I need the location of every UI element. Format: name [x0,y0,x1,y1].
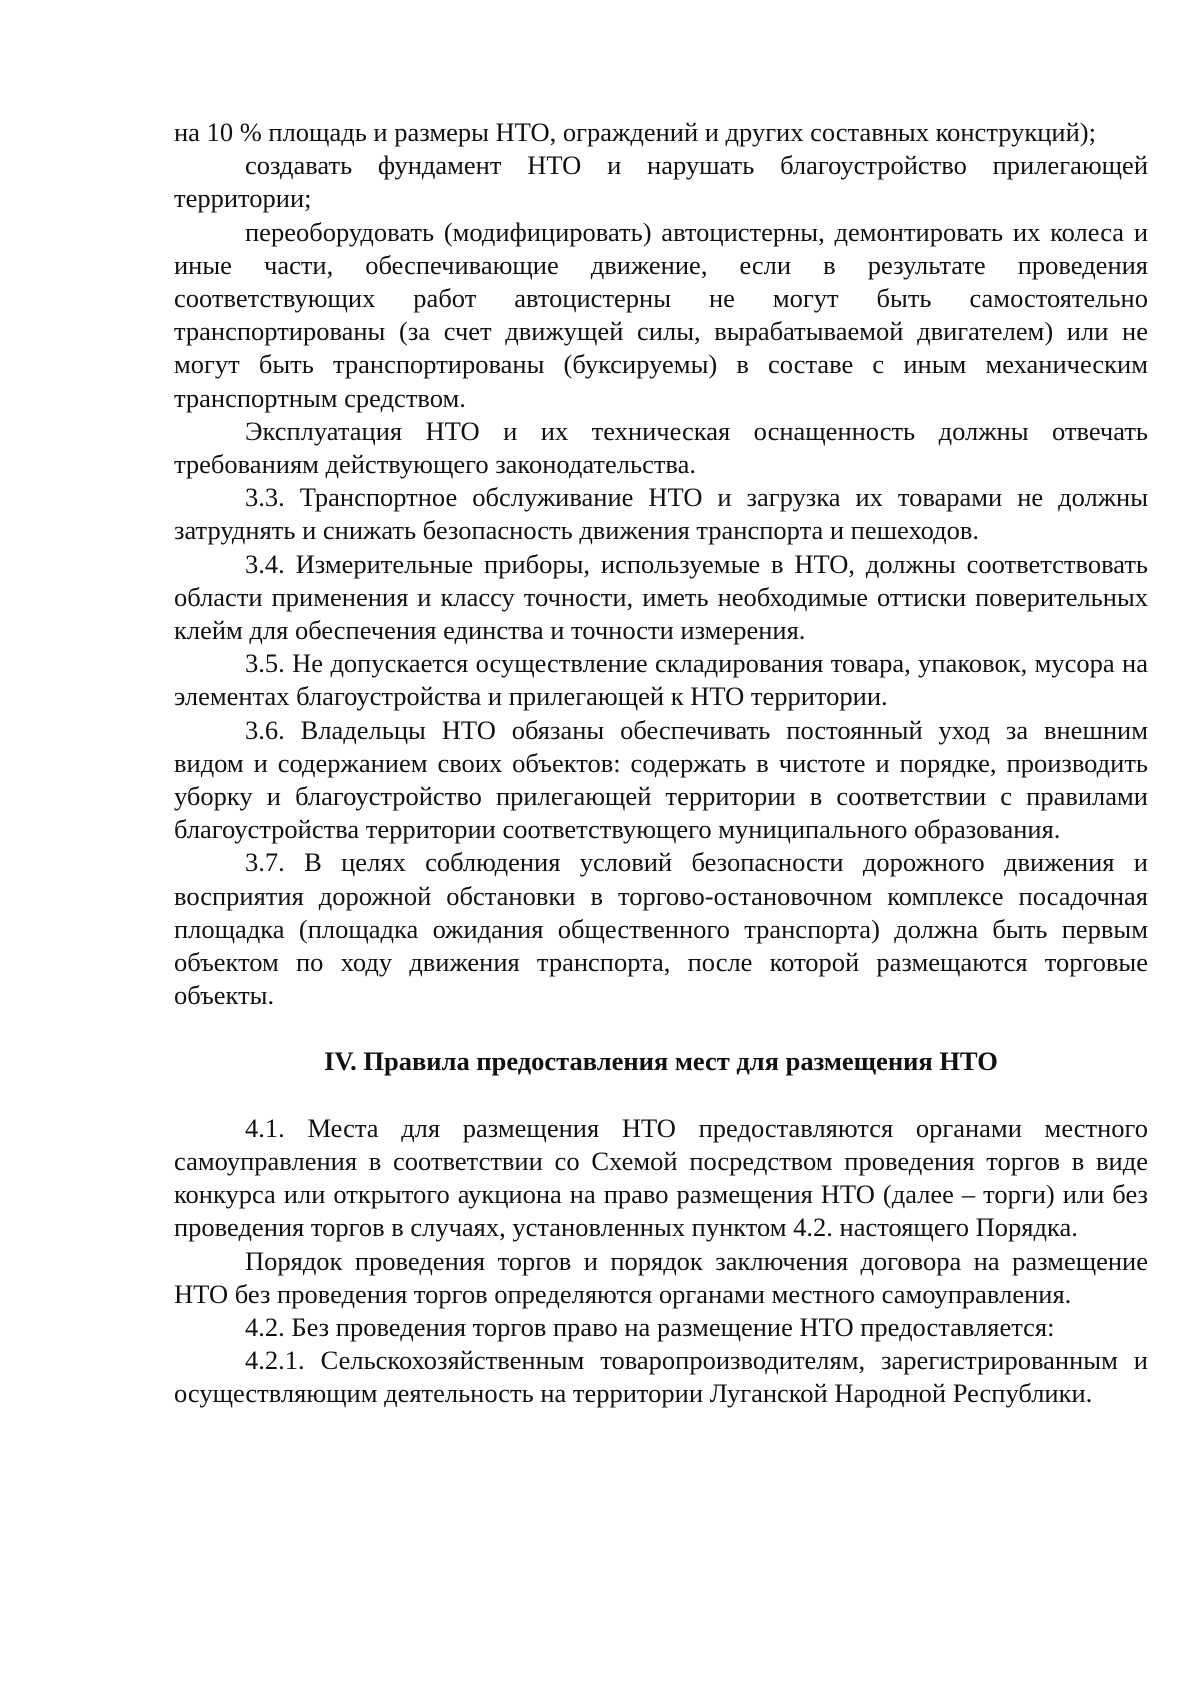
paragraph-item-continuation: на 10 % площадь и размеры НТО, ограждений и других составных конструкций); [174,117,1096,147]
paragraph-3-7: 3.7. В целях соблюдения условий безопасности дорожного движения и восприятия дорожной обстановки в торгово-остановочном комплексе посадочная площадка (площадка ожидания общественного транспорта) должна быть первым объектом по ходу движения транспорта, после которой размещаются торговые объекты. [174,847,1148,1011]
paragraph-4-2: 4.2. Без проведения торгов право на размещение НТО предоставляется: [245,1311,1055,1342]
paragraph-3-5: 3.5. Не допускается осуществление складирования товара, упаковок, мусора на элементах благоустройства и прилегающей к НТО территории. [174,648,1148,712]
paragraph-4-1: 4.1. Места для размещения НТО предоставляются органами местного самоуправления в соответствии со Схемой посредством проведения торгов в виде конкурса или открытого аукциона на право размещения НТО (далее – торги) или без проведения торгов в случаях, установленных пунктом 4.2. настоящего Порядка. [174,1112,1148,1243]
paragraph-item-tankers: переоборудовать (модифицировать) автоцистерны, демонтировать их колеса и иные части, обеспечивающие движение, если в результате проведения соответствующих работ автоцистерны не могут быть самостоятельно транспортированы (за счет движущей силы, вырабатываемой двигателем) или не могут быть транспортированы (буксируемы) в составе с иным механическим транспортным средством. [174,216,1148,413]
paragraph-operation: Эксплуатация НТО и их техническая оснащенность должны отвечать требованиям действующего законодательства. [174,415,1148,480]
paragraph-item-foundation: создавать фундамент НТО и нарушать благоустройство прилегающей территории; [174,150,1148,214]
section-heading: IV. Правила предоставления мест для размещения НТО [324,1046,998,1077]
document-body [174,116,1148,1411]
paragraph-3-4: 3.4. Измерительные приборы, используемые в НТО, должны соответствовать области применения и классу точности, иметь необходимые оттиски поверительных клейм для обеспечения единства и точности измерения. [174,548,1148,646]
paragraph-4-2-1: 4.2.1. Сельскохозяйственным товаропроизводителям, зарегистрированным и осуществляющим деятельность на территории Луганской Народной Республики. [174,1345,1148,1409]
paragraph-tender-procedure: Порядок проведения торгов и порядок заключения договора на размещение НТО без проведения торгов определяются органами местного самоуправления. [174,1245,1148,1309]
paragraph-3-3: 3.3. Транспортное обслуживание НТО и загрузка их товарами не должны затруднять и снижать безопасность движения транспорта и пешеходов. [174,482,1148,546]
paragraph-3-6: 3.6. Владельцы НТО обязаны обеспечивать постоянный уход за внешним видом и содержанием своих объектов: содержать в чистоте и порядке, производить уборку и благоустройство прилегающей территории в соответствии с правилами благоустройства территории соответствующего муниципального образования. [174,714,1148,845]
